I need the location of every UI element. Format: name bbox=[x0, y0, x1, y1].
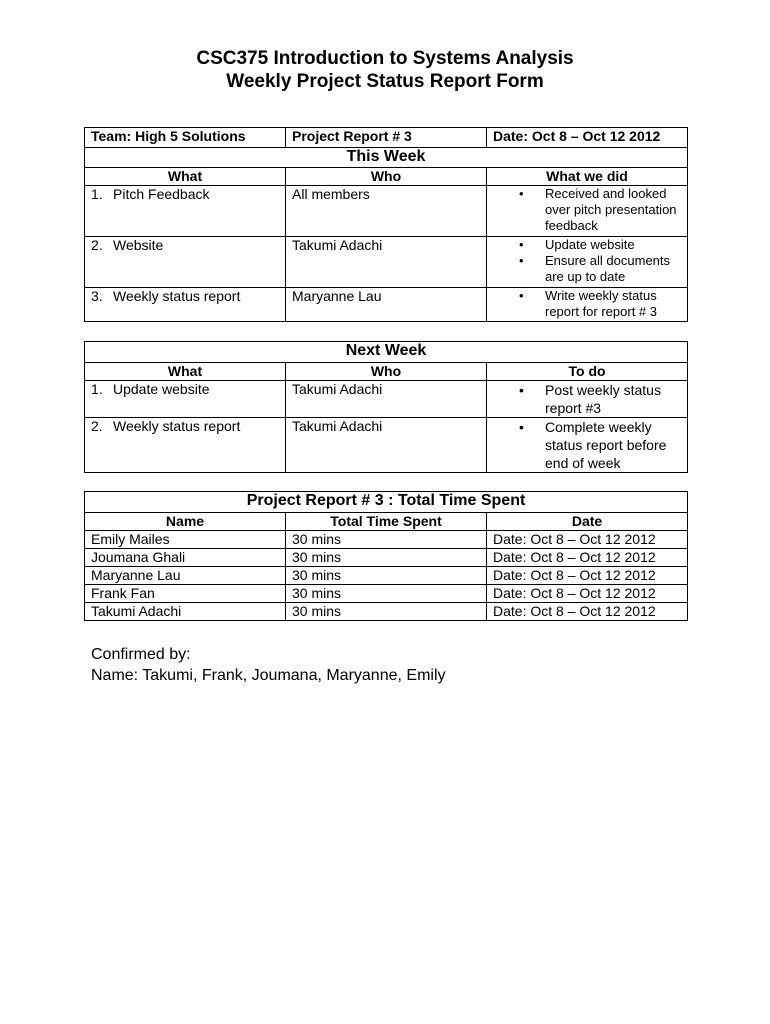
what-cell: 1. Pitch Feedback bbox=[85, 186, 286, 237]
list-item: • Update website bbox=[493, 237, 681, 253]
next-week-table bbox=[84, 341, 688, 473]
todo-cell bbox=[487, 381, 688, 418]
title-line-1: CSC375 Introduction to Systems Analysis bbox=[196, 48, 574, 69]
list-item: • Ensure all documents are up to date bbox=[493, 253, 681, 285]
col-what-we-did: What we did bbox=[487, 168, 688, 186]
confirmed-by-label: Confirmed by: bbox=[91, 646, 191, 663]
time-cell: 30 mins bbox=[286, 567, 487, 585]
who-cell: Takumi Adachi bbox=[286, 418, 487, 473]
team-cell: Team: High 5 Solutions bbox=[85, 128, 286, 148]
table-row bbox=[85, 381, 688, 418]
section-header-row bbox=[85, 492, 688, 513]
column-header-row bbox=[85, 513, 688, 531]
table-row bbox=[85, 186, 688, 237]
name-cell: Frank Fan bbox=[85, 585, 286, 603]
col-who: Who bbox=[286, 363, 487, 381]
document-title bbox=[0, 47, 770, 93]
info-row bbox=[85, 128, 688, 148]
what-cell: 1. Update website bbox=[85, 381, 286, 418]
table-row bbox=[85, 603, 688, 621]
who-cell: Takumi Adachi bbox=[286, 381, 487, 418]
time-cell: 30 mins bbox=[286, 531, 487, 549]
table-row bbox=[85, 288, 688, 322]
confirmed-names: Name: Takumi, Frank, Joumana, Maryanne, Emily bbox=[91, 667, 446, 684]
col-who: Who bbox=[286, 168, 487, 186]
col-name: Name bbox=[85, 513, 286, 531]
date-cell: Date: Oct 8 – Oct 12 2012 bbox=[487, 567, 688, 585]
time-cell: 30 mins bbox=[286, 603, 487, 621]
date-cell: Date: Oct 8 – Oct 12 2012 bbox=[487, 128, 688, 148]
section-header-row bbox=[85, 342, 688, 363]
name-cell: Joumana Ghali bbox=[85, 549, 286, 567]
what-cell: 2. Website bbox=[85, 237, 286, 288]
next-week-heading: Next Week bbox=[85, 342, 688, 363]
name-cell: Emily Mailes bbox=[85, 531, 286, 549]
table-row bbox=[85, 418, 688, 473]
what-cell: 2. Weekly status report bbox=[85, 418, 286, 473]
date-cell: Date: Oct 8 – Oct 12 2012 bbox=[487, 549, 688, 567]
date-cell: Date: Oct 8 – Oct 12 2012 bbox=[487, 531, 688, 549]
col-what: What bbox=[85, 168, 286, 186]
who-cell: All members bbox=[286, 186, 487, 237]
list-item: • Write weekly status report for report # 3 bbox=[493, 288, 681, 320]
did-cell bbox=[487, 237, 688, 288]
col-to-do: To do bbox=[487, 363, 688, 381]
table-row bbox=[85, 585, 688, 603]
list-item: • Post weekly status report #3 bbox=[493, 381, 681, 417]
column-header-row bbox=[85, 168, 688, 186]
time-spent-heading: Project Report # 3 : Total Time Spent bbox=[85, 492, 688, 513]
time-cell: 30 mins bbox=[286, 549, 487, 567]
col-date: Date bbox=[487, 513, 688, 531]
todo-cell bbox=[487, 418, 688, 473]
time-cell: 30 mins bbox=[286, 585, 487, 603]
did-cell bbox=[487, 186, 688, 237]
list-item: • Complete weekly status report before end of week bbox=[493, 418, 681, 472]
date-cell: Date: Oct 8 – Oct 12 2012 bbox=[487, 585, 688, 603]
this-week-heading: This Week bbox=[85, 148, 688, 168]
table-row bbox=[85, 567, 688, 585]
what-cell: 3. Weekly status report bbox=[85, 288, 286, 322]
col-total-time: Total Time Spent bbox=[286, 513, 487, 531]
name-cell: Maryanne Lau bbox=[85, 567, 286, 585]
did-cell bbox=[487, 288, 688, 322]
col-what: What bbox=[85, 363, 286, 381]
who-cell: Takumi Adachi bbox=[286, 237, 487, 288]
name-cell: Takumi Adachi bbox=[85, 603, 286, 621]
column-header-row bbox=[85, 363, 688, 381]
title-line-2: Weekly Project Status Report Form bbox=[226, 71, 544, 92]
table-row bbox=[85, 531, 688, 549]
who-cell: Maryanne Lau bbox=[286, 288, 487, 322]
section-header-row bbox=[85, 148, 688, 168]
time-spent-table bbox=[84, 491, 688, 621]
this-week-table bbox=[84, 127, 688, 322]
list-item: • Received and looked over pitch presentation feedback bbox=[493, 186, 681, 234]
confirmation-block bbox=[91, 644, 446, 686]
report-number-cell: Project Report # 3 bbox=[286, 128, 487, 148]
table-row bbox=[85, 237, 688, 288]
date-cell: Date: Oct 8 – Oct 12 2012 bbox=[487, 603, 688, 621]
table-row bbox=[85, 549, 688, 567]
